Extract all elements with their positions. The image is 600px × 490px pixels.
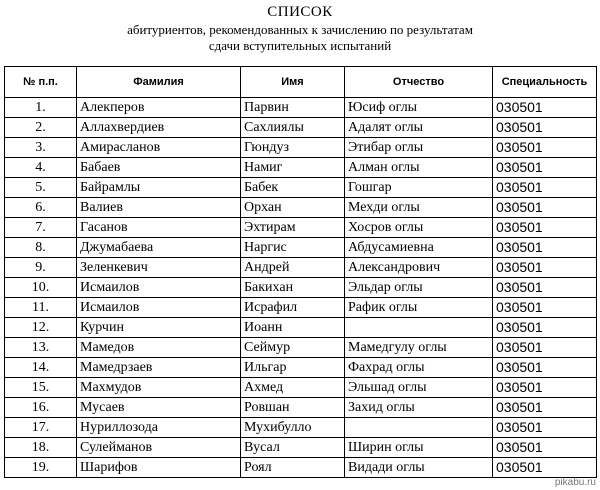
row-specialty: 030501 (493, 278, 597, 298)
row-number: 13. (5, 338, 77, 358)
table-row (5, 358, 597, 378)
row-patronymic (345, 318, 493, 338)
table-row (5, 138, 597, 158)
row-surname: Бабаев (77, 158, 241, 178)
row-specialty: 030501 (493, 218, 597, 238)
table-row (5, 258, 597, 278)
row-number: 12. (5, 318, 77, 338)
table-row (5, 438, 597, 458)
table-row (5, 298, 597, 318)
row-surname: Зеленкевич (77, 258, 241, 278)
watermark: pikabu.ru (554, 477, 596, 488)
row-name: Вусал (241, 438, 345, 458)
row-patronymic: Видади оглы (345, 458, 493, 478)
row-number: 14. (5, 358, 77, 378)
row-specialty: 030501 (493, 238, 597, 258)
row-number: 5. (5, 178, 77, 198)
row-name: Ильгар (241, 358, 345, 378)
row-number: 16. (5, 398, 77, 418)
row-patronymic: Ширин оглы (345, 438, 493, 458)
document-subtitle-line1: абитуриентов, рекомендованных к зачислению по результатам (127, 22, 473, 37)
row-surname: Исмаилов (77, 298, 241, 318)
table-row (5, 398, 597, 418)
row-name: Мухибулло (241, 418, 345, 438)
column-header-name: Имя (241, 67, 345, 98)
row-name: Сахлиялы (241, 118, 345, 138)
row-number: 8. (5, 238, 77, 258)
table-row (5, 338, 597, 358)
row-specialty: 030501 (493, 178, 597, 198)
row-name: Андрей (241, 258, 345, 278)
row-patronymic: Этибар оглы (345, 138, 493, 158)
row-specialty: 030501 (493, 138, 597, 158)
row-patronymic: Мамедгулу оглы (345, 338, 493, 358)
row-number: 3. (5, 138, 77, 158)
table-row (5, 118, 597, 138)
row-name: Бакихан (241, 278, 345, 298)
row-number: 6. (5, 198, 77, 218)
row-name: Бабек (241, 178, 345, 198)
row-name: Наргис (241, 238, 345, 258)
row-number: 11. (5, 298, 77, 318)
row-number: 17. (5, 418, 77, 438)
row-name: Сеймур (241, 338, 345, 358)
table-row (5, 238, 597, 258)
row-name: Иоанн (241, 318, 345, 338)
row-name: Эхтирам (241, 218, 345, 238)
table-body (5, 98, 597, 478)
row-name: Намиг (241, 158, 345, 178)
row-patronymic: Хосров оглы (345, 218, 493, 238)
row-number: 7. (5, 218, 77, 238)
row-number: 15. (5, 378, 77, 398)
table-row (5, 158, 597, 178)
row-surname: Аллахвердиев (77, 118, 241, 138)
row-number: 1. (5, 98, 77, 118)
row-specialty: 030501 (493, 418, 597, 438)
column-header-specialty: Специальность (493, 67, 597, 98)
row-surname: Махмудов (77, 378, 241, 398)
row-specialty: 030501 (493, 198, 597, 218)
row-surname: Джумабаева (77, 238, 241, 258)
row-specialty: 030501 (493, 98, 597, 118)
row-patronymic: Алман оглы (345, 158, 493, 178)
row-patronymic: Эльшад оглы (345, 378, 493, 398)
row-specialty: 030501 (493, 378, 597, 398)
row-surname: Гасанов (77, 218, 241, 238)
row-name: Ахмед (241, 378, 345, 398)
row-surname: Мусаев (77, 398, 241, 418)
row-specialty: 030501 (493, 258, 597, 278)
row-surname: Курчин (77, 318, 241, 338)
row-patronymic: Эльдар оглы (345, 278, 493, 298)
row-specialty: 030501 (493, 118, 597, 138)
column-header-patronymic: Отчество (345, 67, 493, 98)
row-specialty: 030501 (493, 318, 597, 338)
row-surname: Сулейманов (77, 438, 241, 458)
row-specialty: 030501 (493, 458, 597, 478)
row-surname: Мамедов (77, 338, 241, 358)
row-number: 19. (5, 458, 77, 478)
row-specialty: 030501 (493, 158, 597, 178)
row-specialty: 030501 (493, 298, 597, 318)
table-row (5, 278, 597, 298)
row-number: 10. (5, 278, 77, 298)
row-patronymic: Адалят оглы (345, 118, 493, 138)
row-name: Роял (241, 458, 345, 478)
row-number: 9. (5, 258, 77, 278)
table-row (5, 418, 597, 438)
row-number: 18. (5, 438, 77, 458)
row-surname: Валиев (77, 198, 241, 218)
document-subtitle-line2: сдачи вступительных испытаний (208, 38, 392, 53)
table-row (5, 458, 597, 478)
column-header-number: № п.п. (5, 67, 77, 98)
table-row (5, 98, 597, 118)
table-row (5, 378, 597, 398)
row-name: Парвин (241, 98, 345, 118)
table-header-row (5, 67, 597, 98)
row-specialty: 030501 (493, 338, 597, 358)
row-surname: Мамедрзаев (77, 358, 241, 378)
table-row (5, 198, 597, 218)
row-patronymic: Абдусамиевна (345, 238, 493, 258)
row-name: Орхан (241, 198, 345, 218)
row-patronymic: Александрович (345, 258, 493, 278)
row-surname: Байрамлы (77, 178, 241, 198)
table-row (5, 318, 597, 338)
row-number: 4. (5, 158, 77, 178)
row-surname: Исмаилов (77, 278, 241, 298)
document-title: СПИСОК (267, 4, 333, 20)
row-surname: Нуриллозода (77, 418, 241, 438)
row-specialty: 030501 (493, 398, 597, 418)
row-surname: Шарифов (77, 458, 241, 478)
row-patronymic: Гошгар (345, 178, 493, 198)
row-surname: Амирасланов (77, 138, 241, 158)
row-name: Исрафил (241, 298, 345, 318)
row-name: Гюндуз (241, 138, 345, 158)
row-patronymic: Захид оглы (345, 398, 493, 418)
row-patronymic (345, 418, 493, 438)
row-patronymic: Мехди оглы (345, 198, 493, 218)
table-row (5, 218, 597, 238)
row-name: Ровшан (241, 398, 345, 418)
row-specialty: 030501 (493, 358, 597, 378)
row-patronymic: Рафик оглы (345, 298, 493, 318)
row-specialty: 030501 (493, 438, 597, 458)
row-number: 2. (5, 118, 77, 138)
row-surname: Алекперов (77, 98, 241, 118)
applicants-table (4, 66, 597, 478)
row-patronymic: Фахрад оглы (345, 358, 493, 378)
table-row (5, 178, 597, 198)
column-header-surname: Фамилия (77, 67, 241, 98)
row-patronymic: Юсиф оглы (345, 98, 493, 118)
